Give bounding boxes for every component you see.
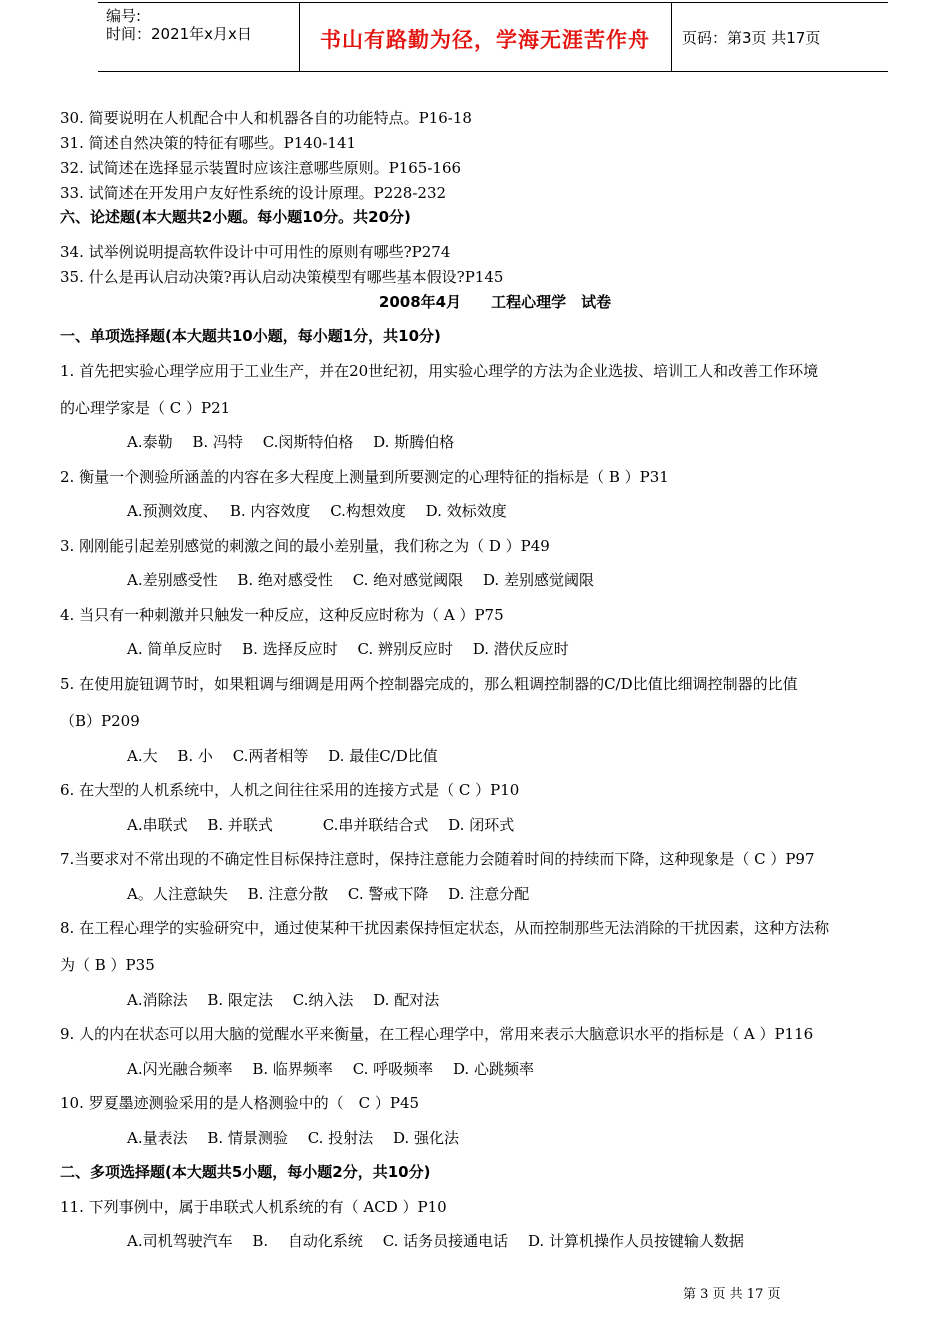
page-footer: 第 3 页 共 17 页 <box>683 1287 781 1302</box>
question-6: 6. 在大型的人机系统中，人机之间往往采用的连接方式是（ C ）P10 <box>60 781 520 799</box>
question-3-options: A.差别感受性 B. 绝对感受性 C. 绝对感觉阈限 D. 差别感觉阈限 <box>127 571 594 589</box>
question-1-options: A.泰勒 B. 冯特 C.闵斯特伯格 D. 斯腾伯格 <box>127 433 455 451</box>
header-meta <box>98 3 299 71</box>
question-30: 30. 简要说明在人机配合中人和机器各自的功能特点。P16-18 <box>60 109 472 127</box>
question-4-options: A. 简单反应时 B. 选择反应时 C. 辨别反应时 D. 潜伏反应时 <box>127 640 569 658</box>
question-5-options: A.大 B. 小 C.两者相等 D. 最佳C/D比值 <box>127 747 438 765</box>
question-3: 3. 刚刚能引起差别感觉的刺激之间的最小差别量，我们称之为（ D ）P49 <box>60 537 550 555</box>
section-heading-multiple-choice: 二、多项选择题(本大题共5小题，每小题2分，共10分) <box>60 1163 431 1181</box>
page-header <box>98 2 888 72</box>
section-heading-single-choice: 一、单项选择题(本大题共10小题，每小题1分，共10分) <box>60 327 441 345</box>
header-motto-cell <box>299 3 672 71</box>
question-2-options: A.预测效度、 B. 内容效度 C.构想效度 D. 效标效度 <box>127 502 507 520</box>
question-8: 8. 在工程心理学的实验研究中，通过使某种干扰因素保持恒定状态，从而控制那些无法消除的干扰因素，这种方法称 <box>60 919 830 937</box>
question-8-cont: 为（ B ）P35 <box>60 956 155 974</box>
question-11: 11. 下列事例中，属于串联式人机系统的有（ ACD ）P10 <box>60 1198 447 1216</box>
time-label: 时间：2021年x月x日 <box>106 25 252 43</box>
question-9-options: A.闪光融合频率 B. 临界频率 C. 呼吸频率 D. 心跳频率 <box>127 1060 534 1078</box>
question-34: 34. 试举例说明提高软件设计中可用性的原则有哪些?P274 <box>60 243 451 261</box>
header-page-info: 页码：第3页 共17页 <box>682 29 821 47</box>
section-heading-essay: 六、论述题(本大题共2小题。每小题10分。共20分) <box>60 208 411 226</box>
motto-text: 书山有路勤为径，学海无涯苦作舟 <box>320 28 650 52</box>
question-33: 33. 试简述在开发用户友好性系统的设计原理。P228-232 <box>60 184 447 202</box>
question-5: 5. 在使用旋钮调节时，如果粗调与细调是用两个控制器完成的，那么粗调控制器的C/D比值比细调控制器的比值 <box>60 675 798 693</box>
question-10: 10. 罗夏墨迹测验采用的是人格测验中的（ C ）P45 <box>60 1094 420 1112</box>
question-7: 7.当要求对不常出现的不确定性目标保持注意时，保持注意能力会随着时间的持续而下降，这种现象是（ C ）P97 <box>60 850 815 868</box>
serial-label: 编号: <box>106 7 142 25</box>
question-4: 4. 当只有一种刺激并只触发一种反应，这种反应时称为（ A ）P75 <box>60 606 504 624</box>
question-7-options: A。人注意缺失 B. 注意分散 C. 警戒下降 D. 注意分配 <box>127 885 530 903</box>
question-1: 1. 首先把实验心理学应用于工业生产，并在20世纪初，用实验心理学的方法为企业选拔、培训工人和改善工作环境 <box>60 362 819 380</box>
question-6-options: A.串联式 B. 并联式 C.串并联结合式 D. 闭环式 <box>127 816 515 834</box>
question-35: 35. 什么是再认启动决策?再认启动决策模型有哪些基本假设?P145 <box>60 268 504 286</box>
question-1-cont: 的心理学家是（ C ）P21 <box>60 399 231 417</box>
question-32: 32. 试简述在选择显示装置时应该注意哪些原则。P165-166 <box>60 159 462 177</box>
question-31: 31. 简述自然决策的特征有哪些。P140-141 <box>60 134 357 152</box>
question-10-options: A.量表法 B. 情景测验 C. 投射法 D. 强化法 <box>127 1129 459 1147</box>
question-8-options: A.消除法 B. 限定法 C.纳入法 D. 配对法 <box>127 991 440 1009</box>
exam-title: 2008年4月 工程心理学 试卷 <box>378 293 612 311</box>
question-9: 9. 人的内在状态可以用大脑的觉醒水平来衡量，在工程心理学中，常用来表示大脑意识水平的指标是（ A ）P116 <box>60 1025 814 1043</box>
question-5-cont: （B）P209 <box>60 712 140 730</box>
question-11-options: A.司机驾驶汽车 B. 自动化系统 C. 话务员接通电话 D. 计算机操作人员按键输人数据 <box>127 1232 744 1250</box>
question-2: 2. 衡量一个测验所涵盖的内容在多大程度上测量到所要测定的心理特征的指标是（ B ）P31 <box>60 468 669 486</box>
